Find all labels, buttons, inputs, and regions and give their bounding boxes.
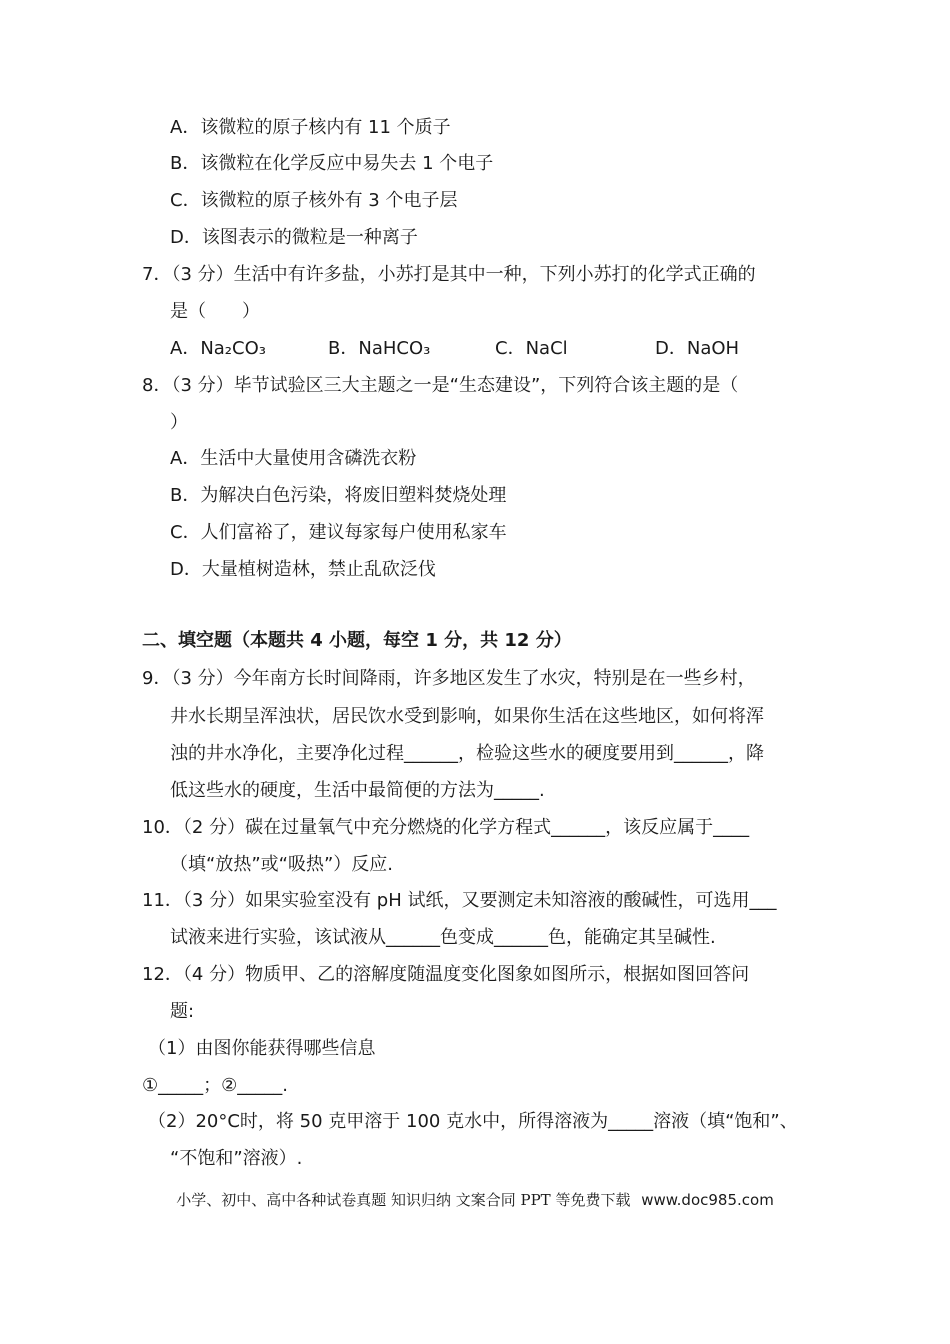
q12-sub-2: （2）20°C时，将 50 克甲溶于 100 克水中，所得溶液为_____溶液（填“饱和”、	[148, 1111, 798, 1132]
q8-stem-cont: ）	[170, 412, 188, 433]
section-2-title: 二、填空题（本题共 4 小题，每空 1 分，共 12 分）	[142, 630, 572, 651]
q9-line-3: 浊的井水净化，主要净化过程______，检验这些水的硬度要用到______，降	[170, 743, 764, 764]
q10-line-2: （填“放热”或“吸热”）反应.	[170, 854, 394, 875]
q8-option-b: B．为解决白色污染，将废旧塑料焚烧处理	[170, 485, 507, 506]
q8-option-c: C．人们富裕了，建议每家每户使用私家车	[170, 522, 507, 543]
q7-option-b: B．NaHCO₃	[328, 338, 431, 359]
q6-option-a: A．该微粒的原子核内有 11 个质子	[170, 117, 451, 138]
q12-line-1: 12．（4 分）物质甲、乙的溶解度随温度变化图象如图所示，根据如图回答问	[142, 964, 750, 985]
q6-option-b: B．该微粒在化学反应中易失去 1 个电子	[170, 153, 494, 174]
q12-line-2: 题:	[170, 1001, 195, 1022]
q11-line-1: 11．（3 分）如果实验室没有 pH 试纸，又要测定未知溶液的酸碱性，可选用___	[142, 890, 777, 911]
q7-option-c: C．NaCl	[495, 338, 568, 359]
q9-line-4: 低这些水的硬度，生活中最简便的方法为_____.	[170, 780, 545, 801]
page-footer	[0, 1189, 950, 1211]
q7-stem: 7．（3 分）生活中有许多盐，小苏打是其中一种，下列小苏打的化学式正确的	[142, 264, 756, 285]
q6-option-c: C．该微粒的原子核外有 3 个电子层	[170, 190, 458, 211]
q11-line-2: 试液来进行实验，该试液从______色变成______色，能确定其呈碱性.	[170, 927, 716, 948]
q7-option-a: A．Na₂CO₃	[170, 338, 266, 359]
footer-url[interactable]: www.doc985.com	[641, 1191, 774, 1209]
q8-option-a: A．生活中大量使用含磷洗衣粉	[170, 448, 417, 469]
q12-sub-1-blanks: ①_____；②_____.	[142, 1075, 288, 1096]
q7-stem-cont: 是（ ）	[170, 301, 260, 322]
q12-sub-1: （1）由图你能获得哪些信息	[148, 1038, 376, 1059]
q8-stem: 8．（3 分）毕节试验区三大主题之一是“生态建设”，下列符合该主题的是（	[142, 375, 739, 396]
q9-line-1: 9．（3 分）今年南方长时间降雨，许多地区发生了水灾，特别是在一些乡村，	[142, 668, 756, 689]
q12-sub-2-cont: “不饱和”溶液）.	[170, 1148, 303, 1169]
q9-line-2: 井水长期呈浑浊状，居民饮水受到影响，如果你生活在这些地区，如何将浑	[170, 706, 764, 727]
q7-option-d: D．NaOH	[655, 338, 740, 359]
q10-line-1: 10．（2 分）碳在过量氧气中充分燃烧的化学方程式______，该反应属于____	[142, 817, 750, 838]
q6-option-d: D．该图表示的微粒是一种离子	[170, 227, 418, 248]
footer-text: 小学、初中、高中各种试卷真题 知识归纳 文案合同 PPT 等免费下载	[176, 1191, 631, 1209]
q8-option-d: D．大量植树造林，禁止乱砍泛伐	[170, 559, 436, 580]
